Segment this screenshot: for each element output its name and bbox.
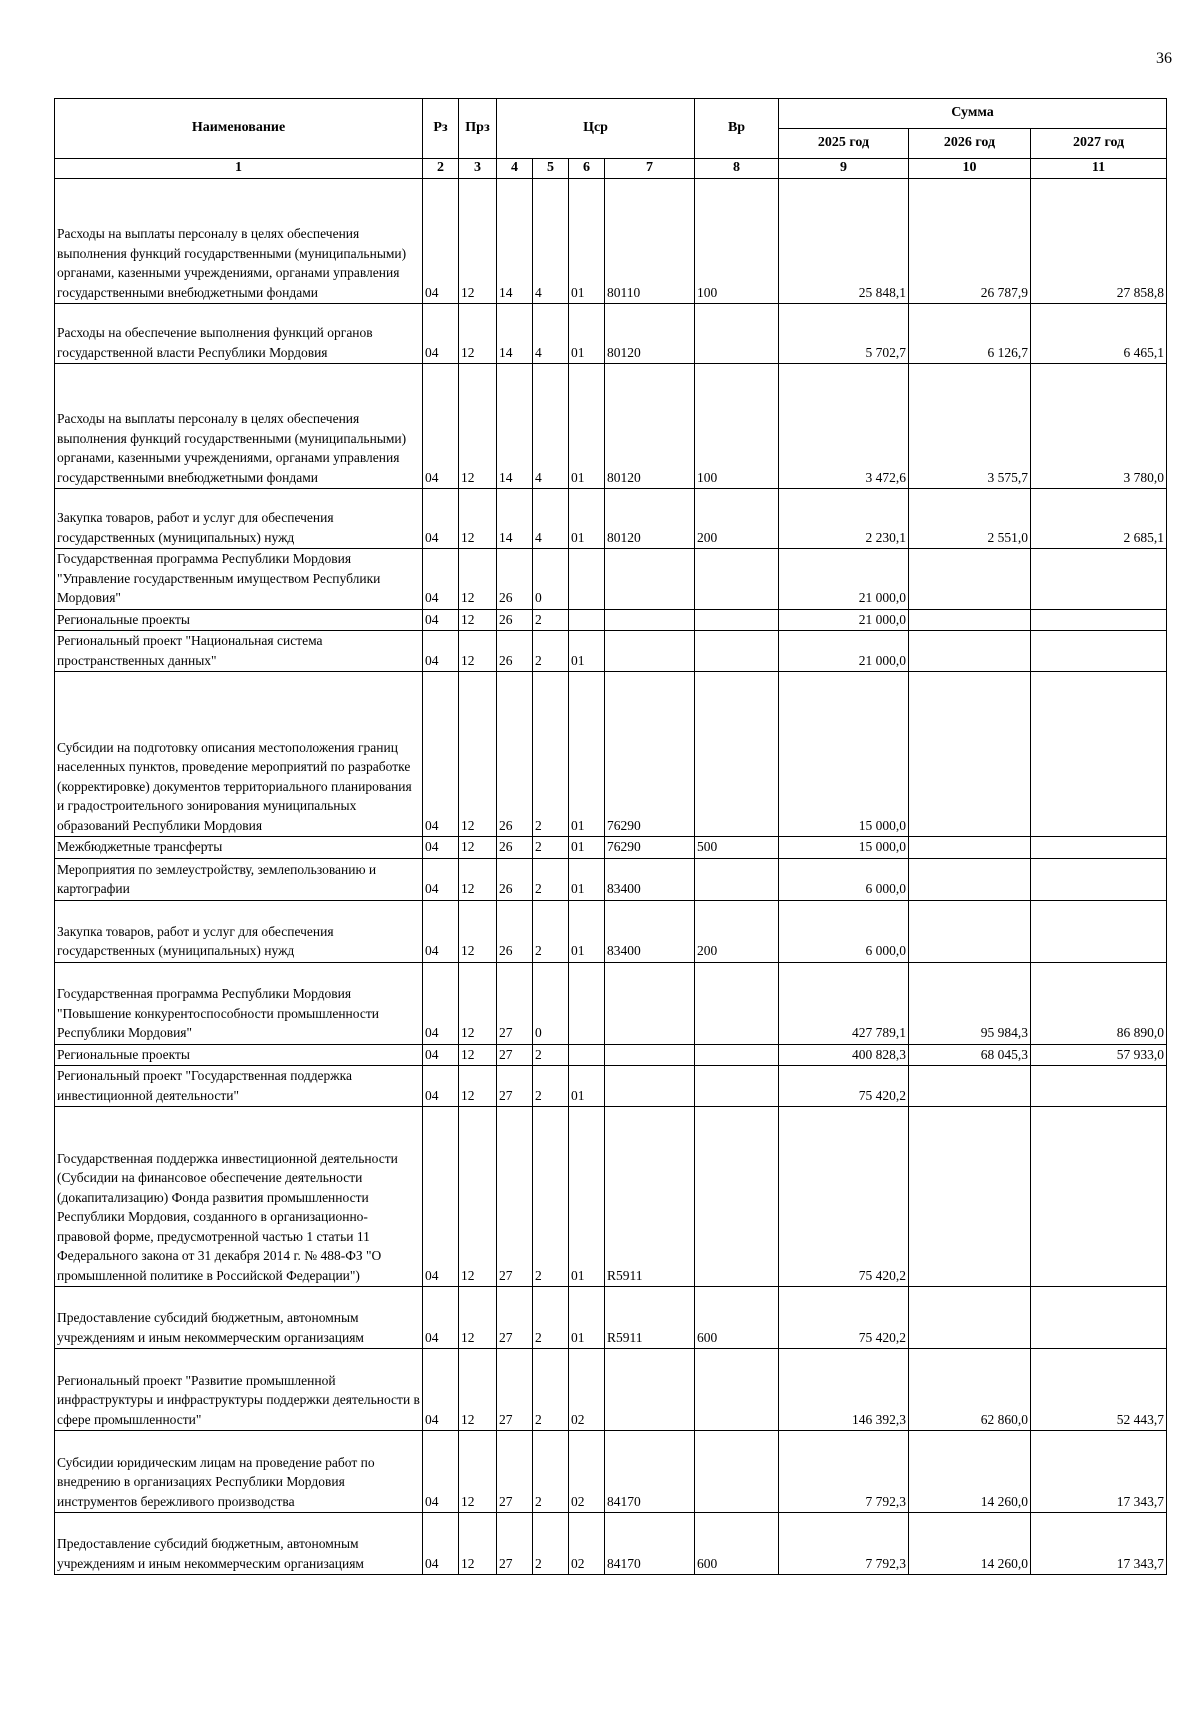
row-vr: 500 (695, 837, 779, 859)
row-name: Государственная программа Республики Мордовия "Управление государственным имуществом Республики Мордовия" (55, 549, 423, 610)
row-prz: 12 (459, 1349, 497, 1431)
row-csr-6: 01 (569, 179, 605, 304)
row-vr (695, 1431, 779, 1513)
row-sum-2026: 95 984,3 (909, 962, 1031, 1044)
row-csr-5: 2 (533, 1044, 569, 1066)
row-sum-2027: 17 343,7 (1031, 1431, 1167, 1513)
row-csr-7: 76290 (605, 672, 695, 837)
row-vr: 100 (695, 179, 779, 304)
row-sum-2026: 3 575,7 (909, 364, 1031, 489)
table-row (55, 900, 1167, 962)
header-sum: Сумма (779, 99, 1167, 129)
row-sum-2026 (909, 1107, 1031, 1287)
row-sum-2027: 2 685,1 (1031, 489, 1167, 549)
row-prz: 12 (459, 1513, 497, 1575)
row-csr-6: 02 (569, 1431, 605, 1513)
row-csr-6: 01 (569, 1066, 605, 1107)
table-row (55, 1066, 1167, 1107)
column-number: 4 (497, 159, 533, 179)
table-row (55, 364, 1167, 489)
row-csr-6: 01 (569, 837, 605, 859)
row-sum-2025: 400 828,3 (779, 1044, 909, 1066)
row-sum-2026 (909, 549, 1031, 610)
row-prz: 12 (459, 1287, 497, 1349)
row-csr-5: 0 (533, 962, 569, 1044)
row-name: Государственная поддержка инвестиционной деятельности (Субсидии на финансовое обеспечение деятельности (докапитализацию) Фонда развития промышленности Республики Мордовия, созданного в организационно-правовой форме, предусмотренной частью 1 статьи 11 Федерального закона от 31 декабря 2014 г. № 488-ФЗ "О промышленной политике в Российской Федерации") (55, 1107, 423, 1287)
table-row (55, 1287, 1167, 1349)
row-csr-4: 26 (497, 858, 533, 900)
row-prz: 12 (459, 1107, 497, 1287)
row-sum-2026: 26 787,9 (909, 179, 1031, 304)
row-csr-5: 4 (533, 304, 569, 364)
row-csr-6: 01 (569, 1287, 605, 1349)
row-csr-6: 01 (569, 364, 605, 489)
row-vr (695, 549, 779, 610)
row-csr-6: 01 (569, 672, 605, 837)
row-csr-5: 4 (533, 489, 569, 549)
row-csr-4: 26 (497, 549, 533, 610)
row-vr (695, 858, 779, 900)
row-rz: 04 (423, 1107, 459, 1287)
row-sum-2026 (909, 900, 1031, 962)
row-name: Закупка товаров, работ и услуг для обеспечения государственных (муниципальных) нужд (55, 900, 423, 962)
row-sum-2025: 427 789,1 (779, 962, 909, 1044)
row-rz: 04 (423, 962, 459, 1044)
row-sum-2025: 7 792,3 (779, 1431, 909, 1513)
row-name: Региональный проект "Государственная поддержка инвестиционной деятельности" (55, 1066, 423, 1107)
row-csr-7: 80120 (605, 489, 695, 549)
table-row (55, 1044, 1167, 1066)
row-csr-4: 26 (497, 837, 533, 859)
row-name: Расходы на обеспечение выполнения функций органов государственной власти Республики Мордовия (55, 304, 423, 364)
row-prz: 12 (459, 837, 497, 859)
header-rz: Рз (423, 99, 459, 159)
row-csr-6: 01 (569, 489, 605, 549)
row-csr-5: 2 (533, 1349, 569, 1431)
row-name: Предоставление субсидий бюджетным, автономным учреждениям и иным некоммерческим организациям (55, 1513, 423, 1575)
row-csr-5: 4 (533, 364, 569, 489)
row-sum-2026: 62 860,0 (909, 1349, 1031, 1431)
row-sum-2027: 17 343,7 (1031, 1513, 1167, 1575)
row-sum-2026 (909, 609, 1031, 631)
row-sum-2025: 15 000,0 (779, 672, 909, 837)
row-name: Предоставление субсидий бюджетным, автономным учреждениям и иным некоммерческим организациям (55, 1287, 423, 1349)
row-sum-2026: 68 045,3 (909, 1044, 1031, 1066)
row-sum-2026 (909, 1287, 1031, 1349)
column-number: 5 (533, 159, 569, 179)
column-number: 10 (909, 159, 1031, 179)
row-vr: 100 (695, 364, 779, 489)
row-csr-7: 83400 (605, 858, 695, 900)
row-sum-2025: 2 230,1 (779, 489, 909, 549)
header-csr: Цср (497, 99, 695, 159)
row-csr-7 (605, 1349, 695, 1431)
row-sum-2025: 75 420,2 (779, 1287, 909, 1349)
row-prz: 12 (459, 631, 497, 672)
row-csr-7: 76290 (605, 837, 695, 859)
column-number: 1 (55, 159, 423, 179)
row-csr-4: 27 (497, 1066, 533, 1107)
column-number: 7 (605, 159, 695, 179)
row-vr: 600 (695, 1513, 779, 1575)
row-csr-4: 14 (497, 179, 533, 304)
row-name: Расходы на выплаты персоналу в целях обеспечения выполнения функций государственными (муниципальными) органами, казенными учреждениями, органами управления государственными внебюджетными фондами (55, 179, 423, 304)
table-row (55, 1431, 1167, 1513)
table-row (55, 631, 1167, 672)
row-csr-6 (569, 1044, 605, 1066)
row-prz: 12 (459, 304, 497, 364)
table-row (55, 304, 1167, 364)
row-prz: 12 (459, 1044, 497, 1066)
row-sum-2025: 75 420,2 (779, 1107, 909, 1287)
row-rz: 04 (423, 609, 459, 631)
row-name: Государственная программа Республики Мордовия "Повышение конкурентоспособности промышленности Республики Мордовия" (55, 962, 423, 1044)
row-sum-2027: 86 890,0 (1031, 962, 1167, 1044)
row-csr-6: 01 (569, 858, 605, 900)
row-csr-7: 84170 (605, 1431, 695, 1513)
row-sum-2027 (1031, 631, 1167, 672)
row-csr-4: 14 (497, 304, 533, 364)
row-csr-5: 2 (533, 609, 569, 631)
row-csr-4: 27 (497, 1287, 533, 1349)
header-name: Наименование (55, 99, 423, 159)
header-year-2027: 2027 год (1031, 129, 1167, 159)
row-csr-4: 14 (497, 364, 533, 489)
row-sum-2026: 14 260,0 (909, 1513, 1031, 1575)
row-prz: 12 (459, 858, 497, 900)
row-prz: 12 (459, 672, 497, 837)
row-sum-2025: 15 000,0 (779, 837, 909, 859)
row-sum-2026: 14 260,0 (909, 1431, 1031, 1513)
row-vr: 600 (695, 1287, 779, 1349)
row-csr-5: 2 (533, 858, 569, 900)
row-sum-2026 (909, 858, 1031, 900)
row-name: Региональный проект "Развитие промышленной инфраструктуры и инфраструктуры поддержки деятельности в сфере промышленности" (55, 1349, 423, 1431)
row-sum-2025: 75 420,2 (779, 1066, 909, 1107)
table-row (55, 609, 1167, 631)
row-name: Региональные проекты (55, 609, 423, 631)
row-prz: 12 (459, 364, 497, 489)
row-prz: 12 (459, 549, 497, 610)
row-csr-7: 83400 (605, 900, 695, 962)
row-vr (695, 962, 779, 1044)
row-sum-2027 (1031, 609, 1167, 631)
row-csr-5: 2 (533, 1107, 569, 1287)
column-numbers-row (55, 159, 1167, 179)
row-csr-6 (569, 549, 605, 610)
row-rz: 04 (423, 672, 459, 837)
row-csr-6 (569, 609, 605, 631)
row-csr-4: 26 (497, 609, 533, 631)
header-year-2025: 2025 год (779, 129, 909, 159)
row-csr-7: 80120 (605, 304, 695, 364)
row-csr-4: 27 (497, 1044, 533, 1066)
row-csr-4: 14 (497, 489, 533, 549)
row-sum-2025: 21 000,0 (779, 609, 909, 631)
row-sum-2026 (909, 631, 1031, 672)
row-csr-4: 26 (497, 900, 533, 962)
row-csr-7 (605, 631, 695, 672)
row-csr-4: 27 (497, 1431, 533, 1513)
row-csr-4: 27 (497, 1107, 533, 1287)
row-sum-2027 (1031, 549, 1167, 610)
table-row (55, 179, 1167, 304)
row-sum-2027: 6 465,1 (1031, 304, 1167, 364)
row-rz: 04 (423, 489, 459, 549)
row-sum-2027 (1031, 672, 1167, 837)
table-row (55, 1349, 1167, 1431)
row-sum-2025: 25 848,1 (779, 179, 909, 304)
row-vr (695, 1349, 779, 1431)
row-rz: 04 (423, 631, 459, 672)
row-vr (695, 1044, 779, 1066)
row-vr (695, 304, 779, 364)
header-vr: Вр (695, 99, 779, 159)
row-csr-5: 2 (533, 1287, 569, 1349)
row-csr-6: 02 (569, 1349, 605, 1431)
table-row (55, 489, 1167, 549)
table-row (55, 1107, 1167, 1287)
row-csr-5: 2 (533, 672, 569, 837)
row-csr-7 (605, 549, 695, 610)
row-csr-7: 80110 (605, 179, 695, 304)
row-csr-5: 2 (533, 1431, 569, 1513)
row-rz: 04 (423, 858, 459, 900)
table-row (55, 1513, 1167, 1575)
row-sum-2026: 6 126,7 (909, 304, 1031, 364)
row-rz: 04 (423, 179, 459, 304)
row-vr (695, 672, 779, 837)
row-csr-7: R5911 (605, 1287, 695, 1349)
row-prz: 12 (459, 1431, 497, 1513)
row-prz: 12 (459, 489, 497, 549)
column-number: 2 (423, 159, 459, 179)
row-csr-7 (605, 1066, 695, 1107)
row-csr-4: 26 (497, 631, 533, 672)
row-vr: 200 (695, 900, 779, 962)
row-csr-4: 26 (497, 672, 533, 837)
row-name: Субсидии юридическим лицам на проведение работ по внедрению в организациях Республики Мордовия инструментов бережливого производства (55, 1431, 423, 1513)
row-rz: 04 (423, 549, 459, 610)
row-csr-5: 2 (533, 900, 569, 962)
row-sum-2026 (909, 672, 1031, 837)
row-csr-6: 01 (569, 304, 605, 364)
row-csr-5: 0 (533, 549, 569, 610)
row-csr-7 (605, 609, 695, 631)
row-name: Расходы на выплаты персоналу в целях обеспечения выполнения функций государственными (муниципальными) органами, казенными учреждениями, органами управления государственными внебюджетными фондами (55, 364, 423, 489)
column-number: 11 (1031, 159, 1167, 179)
row-rz: 04 (423, 1066, 459, 1107)
row-vr (695, 1066, 779, 1107)
row-rz: 04 (423, 1513, 459, 1575)
row-sum-2027: 3 780,0 (1031, 364, 1167, 489)
row-sum-2027: 27 858,8 (1031, 179, 1167, 304)
column-number: 3 (459, 159, 497, 179)
row-sum-2027 (1031, 1066, 1167, 1107)
row-name: Субсидии на подготовку описания местоположения границ населенных пунктов, проведение мероприятий по разработке (корректировке) документов территориального планирования и градостроительного зонирования муниципальных образований Республики Мордовия (55, 672, 423, 837)
row-sum-2026: 2 551,0 (909, 489, 1031, 549)
row-prz: 12 (459, 1066, 497, 1107)
table-body (55, 179, 1167, 1575)
row-sum-2025: 6 000,0 (779, 858, 909, 900)
row-name: Межбюджетные трансферты (55, 837, 423, 859)
row-csr-5: 2 (533, 1066, 569, 1107)
row-prz: 12 (459, 179, 497, 304)
row-prz: 12 (459, 609, 497, 631)
row-vr (695, 609, 779, 631)
table-row (55, 549, 1167, 610)
row-csr-5: 2 (533, 837, 569, 859)
table-row (55, 962, 1167, 1044)
column-number: 8 (695, 159, 779, 179)
row-vr (695, 1107, 779, 1287)
row-sum-2027 (1031, 1287, 1167, 1349)
header-prz: Прз (459, 99, 497, 159)
budget-table (54, 98, 1167, 1575)
row-rz: 04 (423, 1431, 459, 1513)
row-csr-6: 02 (569, 1513, 605, 1575)
row-csr-5: 2 (533, 631, 569, 672)
row-name: Мероприятия по землеустройству, землепользованию и картографии (55, 858, 423, 900)
row-rz: 04 (423, 1287, 459, 1349)
row-sum-2027 (1031, 900, 1167, 962)
row-sum-2025: 7 792,3 (779, 1513, 909, 1575)
row-csr-4: 27 (497, 1349, 533, 1431)
row-sum-2026 (909, 837, 1031, 859)
row-name: Региональный проект "Национальная система пространственных данных" (55, 631, 423, 672)
row-name: Региональные проекты (55, 1044, 423, 1066)
row-vr: 200 (695, 489, 779, 549)
row-csr-7: R5911 (605, 1107, 695, 1287)
table-row (55, 837, 1167, 859)
row-csr-6: 01 (569, 900, 605, 962)
row-rz: 04 (423, 304, 459, 364)
column-number: 9 (779, 159, 909, 179)
row-csr-7: 84170 (605, 1513, 695, 1575)
row-sum-2026 (909, 1066, 1031, 1107)
row-rz: 04 (423, 900, 459, 962)
row-sum-2025: 3 472,6 (779, 364, 909, 489)
row-csr-6: 01 (569, 631, 605, 672)
row-csr-7: 80120 (605, 364, 695, 489)
row-rz: 04 (423, 1349, 459, 1431)
row-name: Закупка товаров, работ и услуг для обеспечения государственных (муниципальных) нужд (55, 489, 423, 549)
row-sum-2025: 5 702,7 (779, 304, 909, 364)
row-sum-2025: 21 000,0 (779, 631, 909, 672)
table-row (55, 672, 1167, 837)
header-year-2026: 2026 год (909, 129, 1031, 159)
row-csr-6 (569, 962, 605, 1044)
row-csr-6: 01 (569, 1107, 605, 1287)
row-sum-2025: 146 392,3 (779, 1349, 909, 1431)
row-sum-2027 (1031, 837, 1167, 859)
row-csr-7 (605, 962, 695, 1044)
row-sum-2027 (1031, 1107, 1167, 1287)
page-number: 36 (1156, 50, 1172, 67)
row-csr-4: 27 (497, 962, 533, 1044)
row-sum-2025: 6 000,0 (779, 900, 909, 962)
row-rz: 04 (423, 364, 459, 489)
row-prz: 12 (459, 900, 497, 962)
column-number: 6 (569, 159, 605, 179)
row-sum-2027: 52 443,7 (1031, 1349, 1167, 1431)
table-row (55, 858, 1167, 900)
row-csr-5: 4 (533, 179, 569, 304)
row-csr-7 (605, 1044, 695, 1066)
row-sum-2027: 57 933,0 (1031, 1044, 1167, 1066)
row-csr-4: 27 (497, 1513, 533, 1575)
row-sum-2025: 21 000,0 (779, 549, 909, 610)
row-rz: 04 (423, 837, 459, 859)
row-prz: 12 (459, 962, 497, 1044)
row-sum-2027 (1031, 858, 1167, 900)
row-rz: 04 (423, 1044, 459, 1066)
row-csr-5: 2 (533, 1513, 569, 1575)
row-vr (695, 631, 779, 672)
